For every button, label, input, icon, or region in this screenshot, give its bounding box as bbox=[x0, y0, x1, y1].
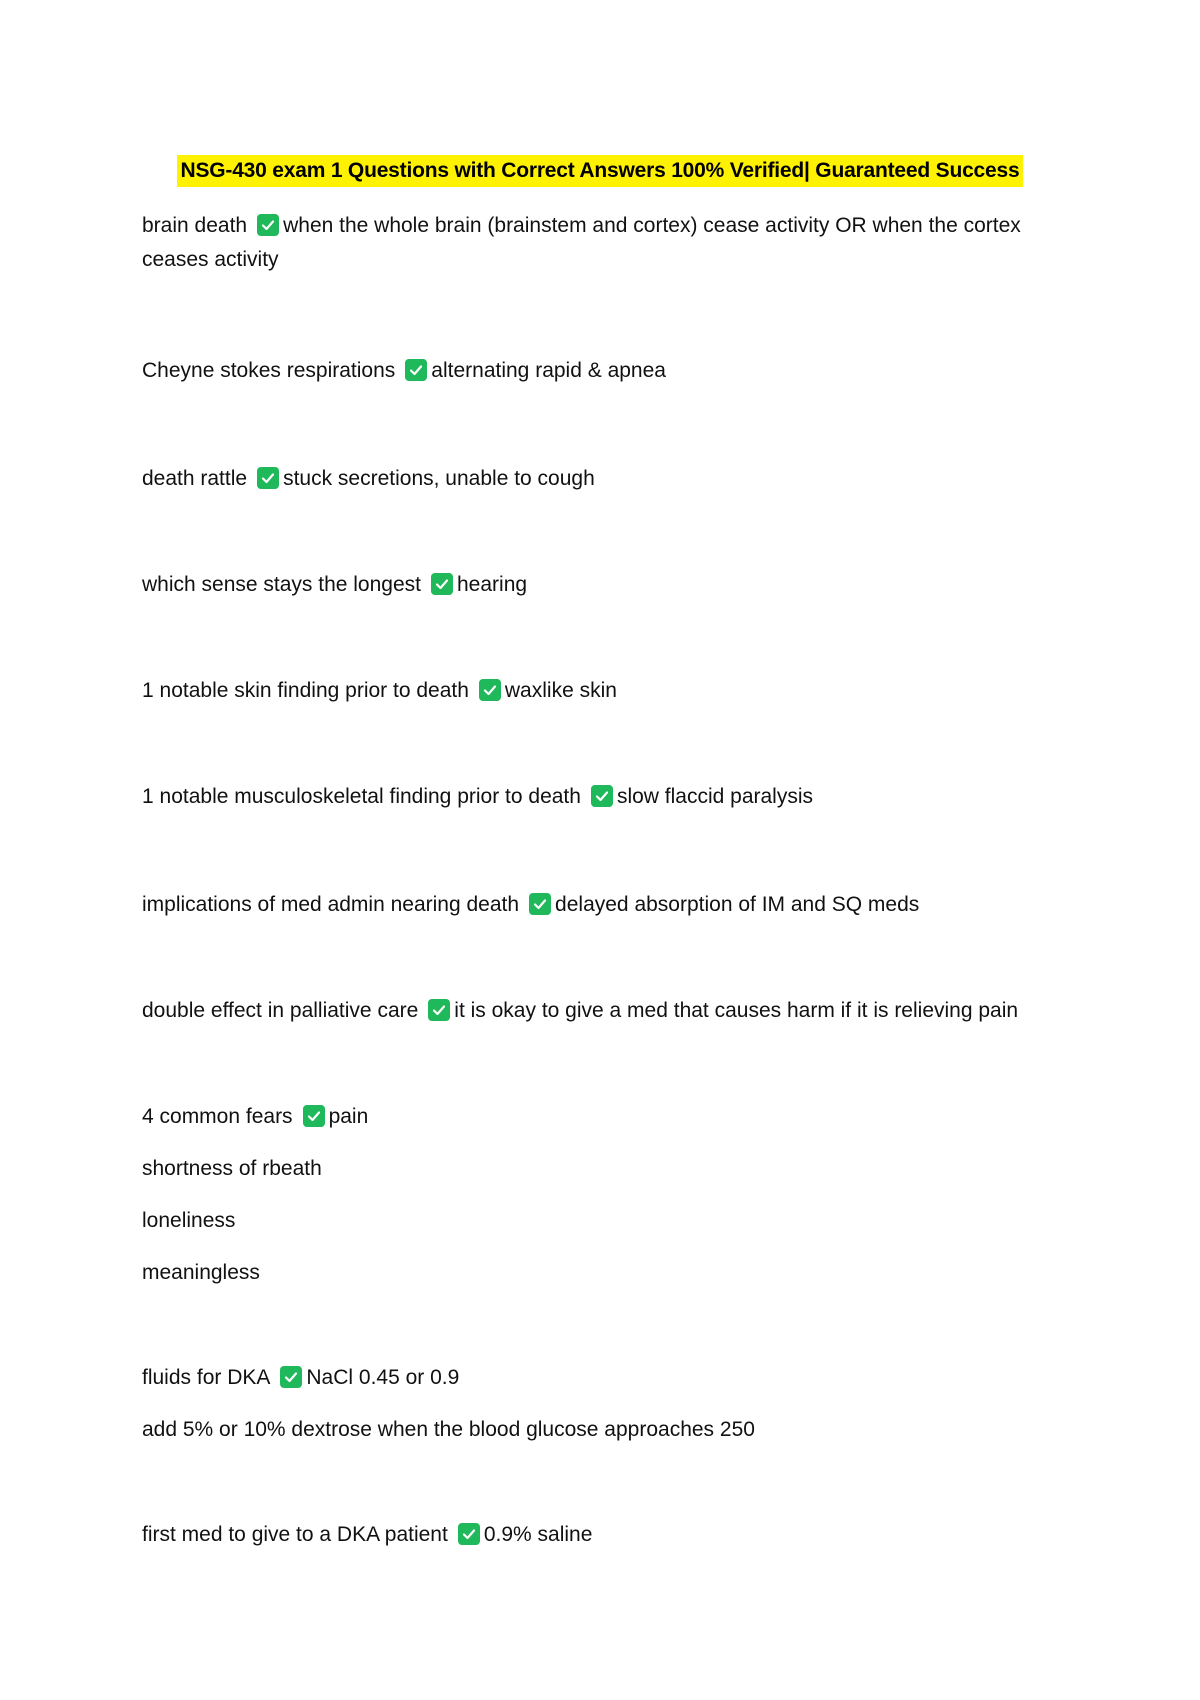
question-text: 1 notable skin finding prior to death bbox=[142, 679, 469, 702]
qa-line bbox=[142, 462, 1082, 496]
qa-line bbox=[142, 1518, 1082, 1552]
checkmark-icon bbox=[431, 573, 453, 595]
question-text: 1 notable musculoskeletal finding prior to death bbox=[142, 785, 581, 808]
question-text: fluids for DKA bbox=[142, 1366, 271, 1389]
qa-line bbox=[142, 1361, 1082, 1395]
qa-item-cheyne-stokes bbox=[142, 354, 1082, 388]
qa-line bbox=[142, 568, 1082, 602]
checkmark-icon bbox=[428, 999, 450, 1021]
qa-item-dka-first-med bbox=[142, 1518, 1082, 1552]
qa-item-common-fears bbox=[142, 1100, 1082, 1290]
answer-continuation: add 5% or 10% dextrose when the blood glucose approaches 250 bbox=[142, 1418, 755, 1441]
checkmark-icon bbox=[458, 1523, 480, 1545]
checkmark-icon bbox=[280, 1366, 302, 1388]
checkmark-icon bbox=[257, 467, 279, 489]
answer-text: NaCl 0.45 or 0.9 bbox=[306, 1366, 460, 1389]
checkmark-icon bbox=[529, 893, 551, 915]
answer-text: delayed absorption of IM and SQ meds bbox=[555, 893, 920, 916]
checkmark-icon bbox=[303, 1105, 325, 1127]
answer-text: pain bbox=[328, 1105, 369, 1128]
qa-item-dka-fluids bbox=[142, 1361, 1082, 1447]
qa-line bbox=[142, 1100, 1082, 1134]
question-text: implications of med admin nearing death bbox=[142, 893, 520, 916]
answer-continuation: loneliness bbox=[142, 1209, 236, 1232]
answer-text: 0.9% saline bbox=[483, 1523, 593, 1546]
qa-item-brain-death bbox=[142, 209, 1082, 277]
question-text: death rattle bbox=[142, 467, 248, 490]
answer-continuation: shortness of rbeath bbox=[142, 1157, 322, 1180]
qa-item-med-admin bbox=[142, 888, 1082, 922]
checkmark-icon bbox=[405, 359, 427, 381]
answer-text: alternating rapid & apnea bbox=[431, 359, 666, 382]
qa-line bbox=[142, 354, 1082, 388]
qa-item-double-effect bbox=[142, 994, 1082, 1028]
qa-item-sense-longest bbox=[142, 568, 1082, 602]
qa-line bbox=[142, 994, 1082, 1028]
question-text: which sense stays the longest bbox=[142, 573, 421, 596]
answer-text: stuck secretions, unable to cough bbox=[283, 467, 595, 490]
qa-line bbox=[142, 209, 1082, 277]
checkmark-icon bbox=[591, 785, 613, 807]
checkmark-icon bbox=[257, 214, 279, 236]
qa-item-skin-finding bbox=[142, 674, 1082, 708]
checkmark-icon bbox=[479, 679, 501, 701]
question-text: brain death bbox=[142, 214, 248, 237]
qa-line bbox=[142, 780, 1082, 814]
answer-text: when the whole brain (brainstem and cortex) cease activity OR when the cortex ceases activity bbox=[142, 214, 1021, 271]
title-wrapper bbox=[0, 155, 1200, 187]
question-text: double effect in palliative care bbox=[142, 999, 419, 1022]
qa-line bbox=[142, 674, 1082, 708]
document-title: NSG-430 exam 1 Questions with Correct Answers 100% Verified| Guaranteed Success bbox=[177, 155, 1024, 187]
qa-item-musculoskeletal-finding bbox=[142, 780, 1082, 814]
question-text: Cheyne stokes respirations bbox=[142, 359, 396, 382]
question-text: first med to give to a DKA patient bbox=[142, 1523, 448, 1546]
answer-text: waxlike skin bbox=[504, 679, 617, 702]
answer-text: hearing bbox=[457, 573, 528, 596]
answer-continuation: meaningless bbox=[142, 1261, 260, 1284]
qa-item-death-rattle bbox=[142, 462, 1082, 496]
answer-text: it is okay to give a med that causes harm if it is relieving pain bbox=[454, 999, 1019, 1022]
question-text: 4 common fears bbox=[142, 1105, 293, 1128]
answer-text: slow flaccid paralysis bbox=[616, 785, 814, 808]
qa-line bbox=[142, 888, 1082, 922]
